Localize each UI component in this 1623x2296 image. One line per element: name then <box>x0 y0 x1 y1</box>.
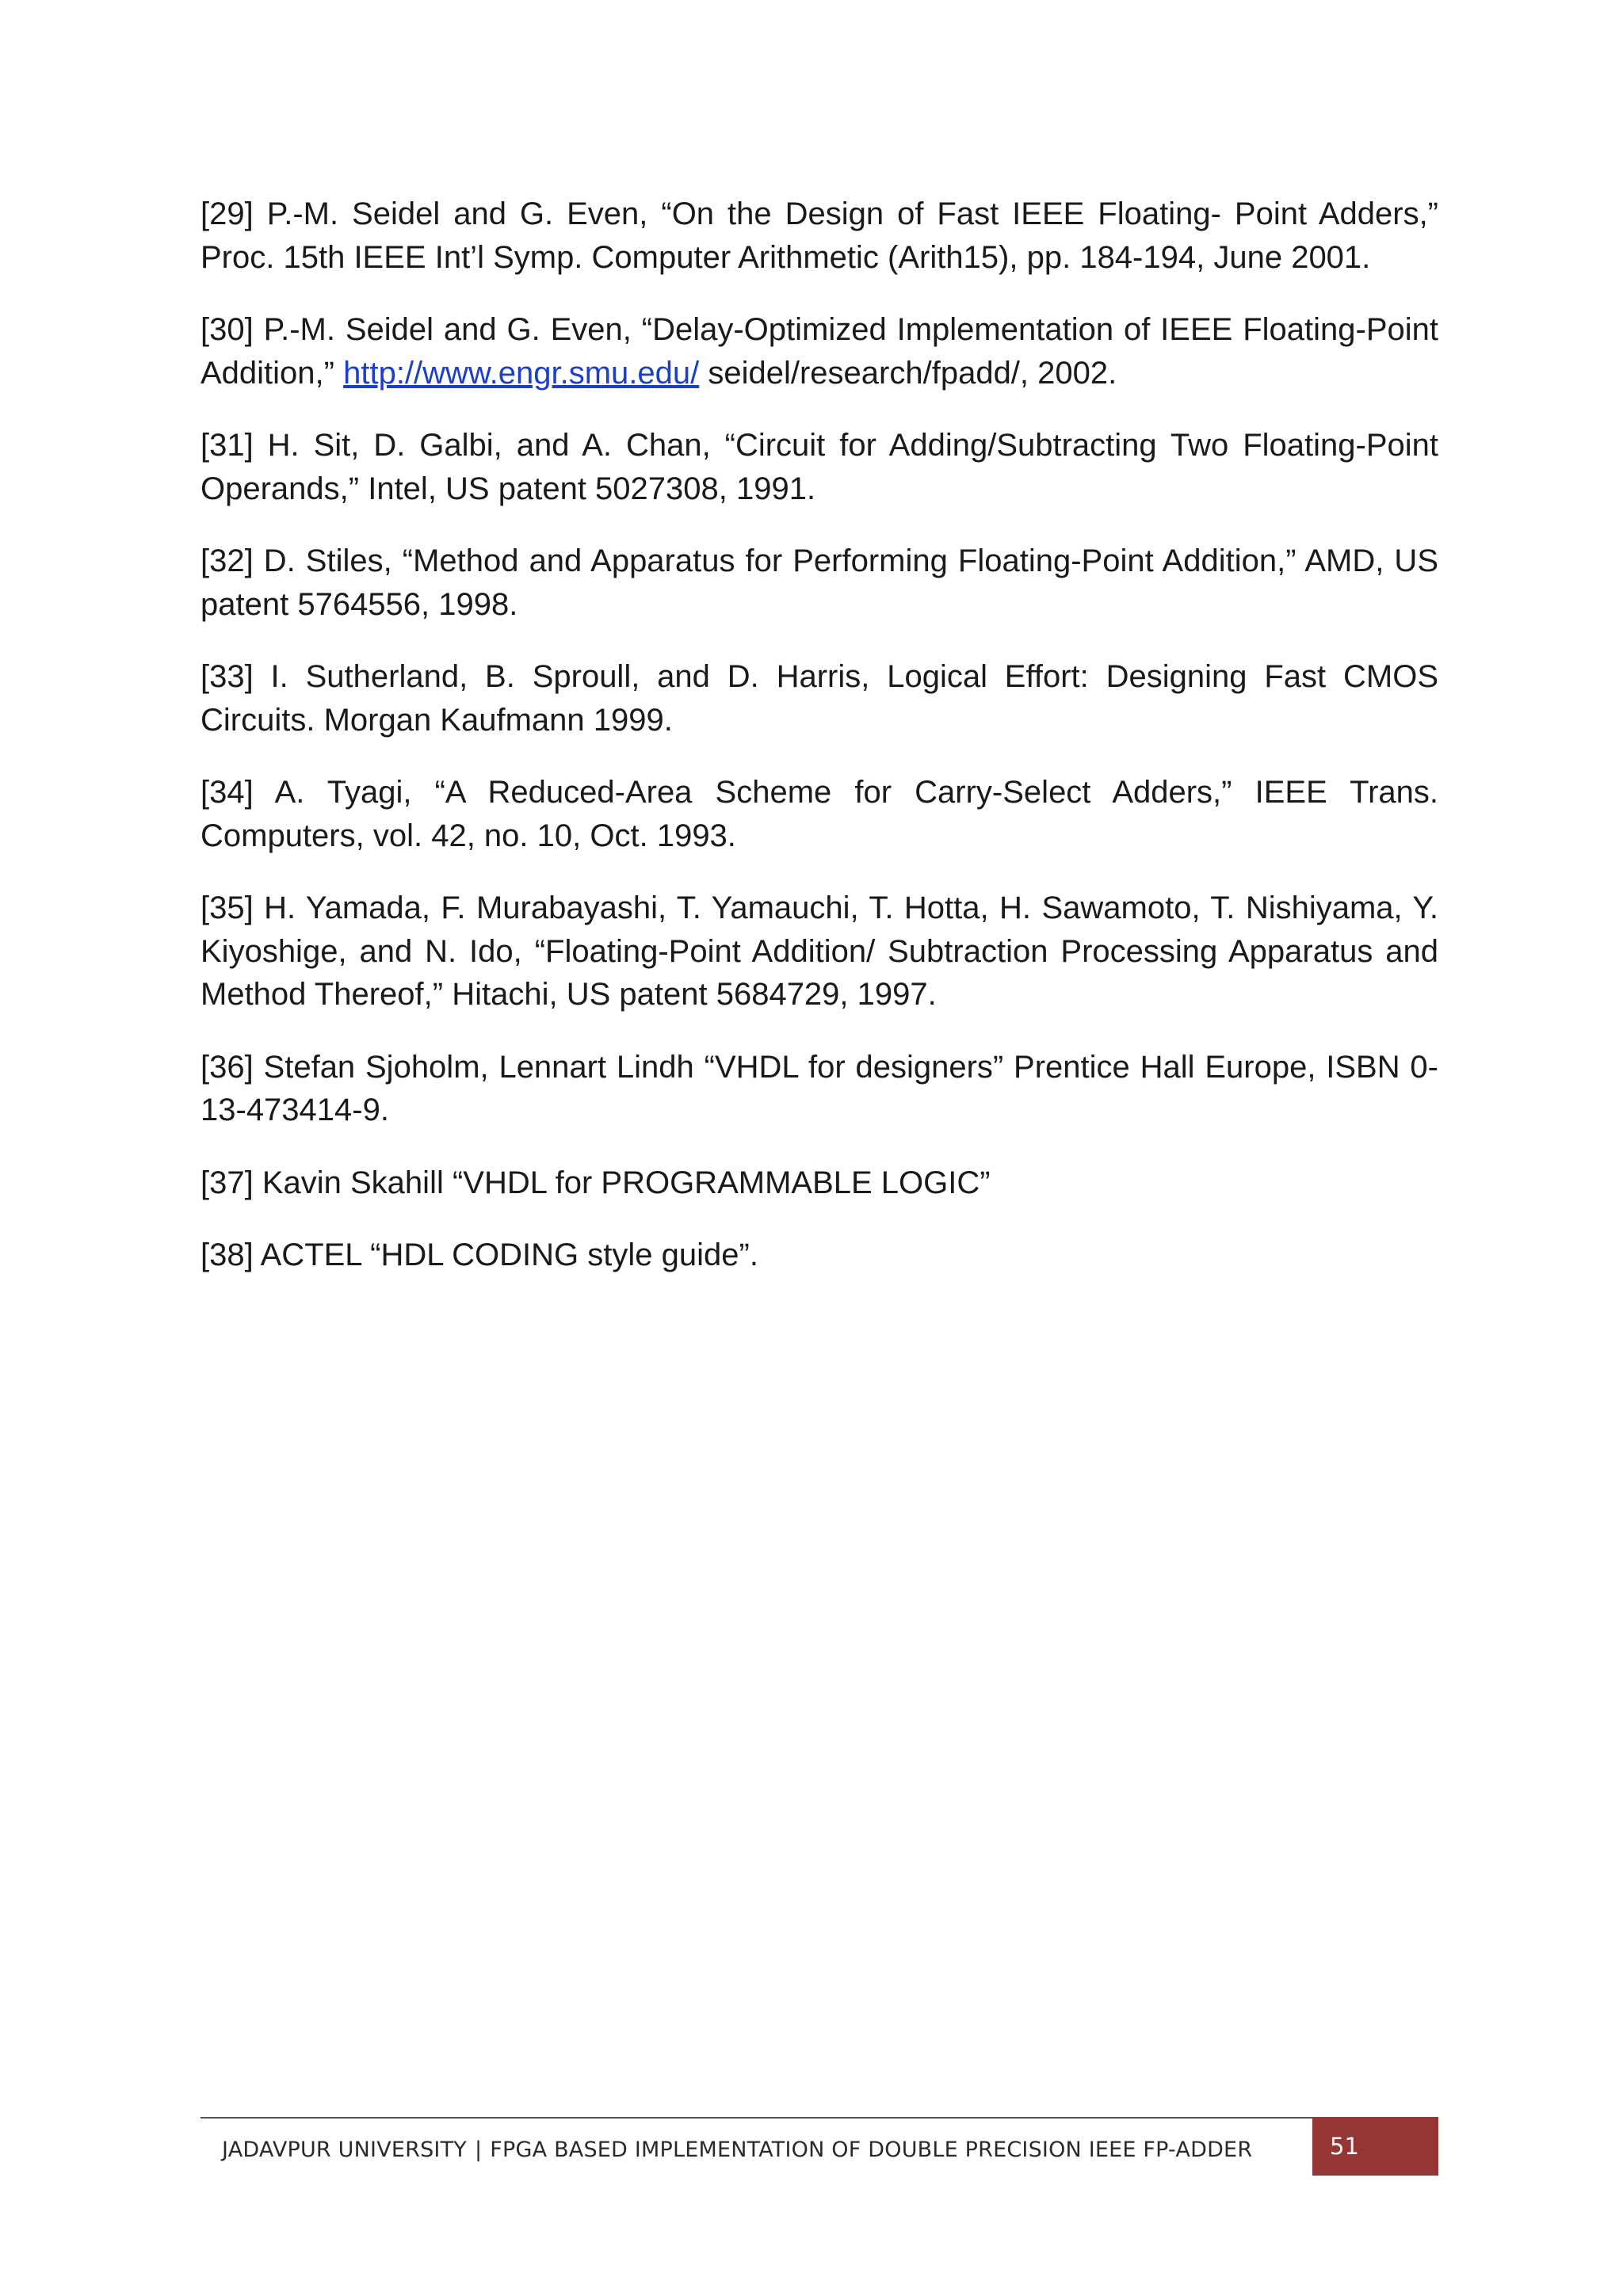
reference-31: [31] H. Sit, D. Galbi, and A. Chan, “Circuit for Adding/Subtracting Two Floating-Point Operands,” Intel, US patent 5027308, 1991. <box>200 428 1438 506</box>
page-number: 51 <box>1312 2117 1438 2176</box>
reference-36: [36] Stefan Sjoholm, Lennart Lindh “VHDL for designers” Prentice Hall Europe, ISBN 0-13-473414-9. <box>200 1049 1438 1127</box>
reference-32: [32] D. Stiles, “Method and Apparatus for Performing Floating-Point Addition,” AMD, US patent 5764556, 1998. <box>200 543 1438 622</box>
reference-34: [34] A. Tyagi, “A Reduced-Area Scheme for Carry-Select Adders,” IEEE Trans. Computers, vol. 42, no. 10, Oct. 1993. <box>200 775 1438 853</box>
reference-29: [29] P.-M. Seidel and G. Even, “On the Design of Fast IEEE Floating- Point Adders,” Proc. 15th IEEE Int’l Symp. Computer Arithmetic (Arith15), pp. 184-194, June 2001. <box>200 196 1438 275</box>
reference-33: [33] I. Sutherland, B. Sproull, and D. Harris, Logical Effort: Designing Fast CMOS Circuits. Morgan Kaufmann 1999. <box>200 659 1438 738</box>
footer-document-title: FPGA BASED IMPLEMENTATION OF DOUBLE PRECISION IEEE FP-ADDER <box>490 2138 1253 2162</box>
reference-35: [35] H. Yamada, F. Murabayashi, T. Yamauchi, T. Hotta, H. Sawamoto, T. Nishiyama, Y. Kiyoshige, and N. Ido, “Floating-Point Addition/ Subtraction Processing Apparatus and Method Thereof,” Hitachi, US patent 5684729, 1997. <box>200 891 1438 1012</box>
reference-38: [38] ACTEL “HDL CODING style guide”. <box>200 1238 758 1272</box>
footer-university: JADAVPUR UNIVERSITY <box>222 2138 467 2162</box>
reference-30 <box>200 308 1438 395</box>
reference-37: [37] Kavin Skahill “VHDL for PROGRAMMABLE LOGIC” <box>200 1165 991 1200</box>
reference-30-text-before: [30] P.-M. Seidel and G. Even, “Delay-Optimized Implementation of IEEE Floating-Point Addition,” <box>200 312 1438 391</box>
footer-rule <box>200 2117 1438 2119</box>
footer-separator: | <box>474 2138 483 2162</box>
footer-title <box>222 2134 1252 2166</box>
page-footer <box>200 2117 1438 2176</box>
reference-list <box>200 193 1438 1306</box>
reference-30-link[interactable]: http://www.engr.smu.edu/ <box>343 355 700 391</box>
reference-30-text-after: seidel/research/fpadd/, 2002. <box>699 355 1117 391</box>
